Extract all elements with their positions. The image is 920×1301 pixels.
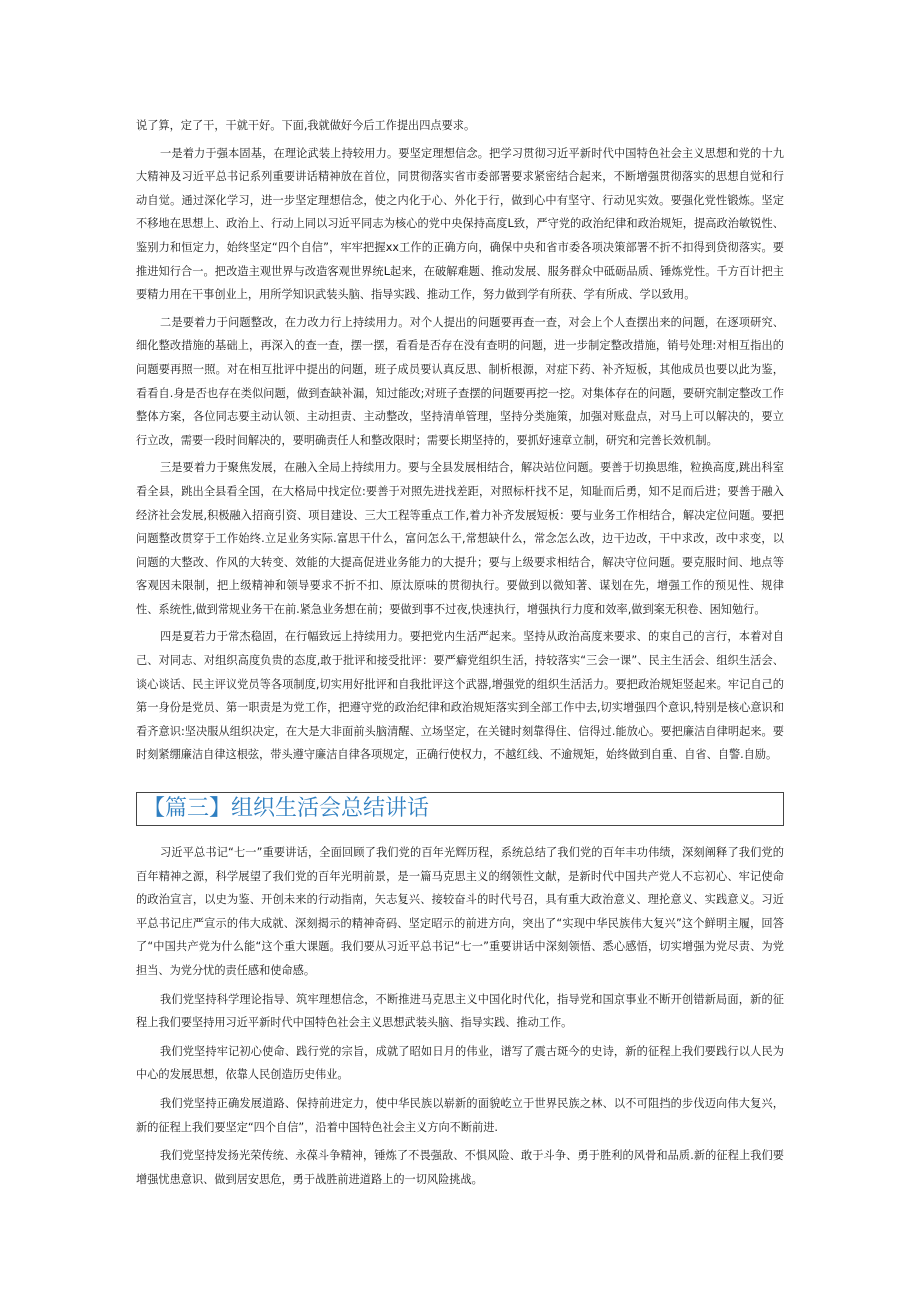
paragraph-development: 三是要着力于聚焦发展，在融入全局上持续用力。要与全县发展相结合，解决站位问题。要善于切换思维，粒换高度,跳出科室看全县，跳出全县看全国，在大格局中找定位:要善于对照先进找差距，对照标杆找不足，知耻而后勇，知不足而后进；要善于融入经济社会发展,积极融入招商引资、项目建设、三大工程等重点工作,着力补齐发展短板：要与业务工作相结合，解决定位问题。要把问题整改贯穿于工作始终.立足业务实际.富思干什么，富问怎么干,常想缺什么，常念怎么改，边干边改，干中求改，改中求变，以问题的大整改、作风的大转变、效能的大提高促进业务能力的大提升；要与上级要求相结合，解决守位问题。要克服时间、地点等客观因未限制，把上级精神和领导要求不折不扣、原汰原味的贯彻执行。要做到以微知著、谋划在先，增强工作的预见性、规律性、系统性,做到常规业务干在前.紧急业务想在前；要做到事不过夜,快速执行，增强执行力度和效率,做到案无积卷、困知勉行。 — [136, 461, 784, 616]
paragraph-mission: 我们党坚持牢记初心使命、践行党的宗旨，成就了昭如日月的伟业，谱写了震古斑今的史诗，新的征程上我们要践行以人民为中心的发展思想，依靠人民创造历史伟业。 — [136, 1044, 784, 1082]
paragraph-discipline: 四是夏若力于常杰稳固，在行幅致远上持续用力。要把党内生活严起来。坚持从政治高度来要求、的束自己的言行，本着对自己、对同志、对组织高度负贵的态度,敢于批评和接受批评：要严癖党组织生活，持较落实“三会一课”、民主生活会、组织生活会、谈心谈话、民主评议党员等各项制度,切实用好批评和自我批评这个武器,增强党的组织生活活力。要把政治规矩竖起来。牢记自己的第一身份是党员、第一职责是为党工作，把遵守党的政治纪律和政治规矩落实到全部工作中去,切实增强四个意识,特别是核心意识和看齐意识:坚决服从组织决定，在大是大非面前头脑清醒、立场坚定，在关键时刻靠得住、信得过.能放心。要把廉洁自律明起来。要时刻紧绷廉洁自律这根弦，带头遵守廉洁自律各项规定，正确行使权力，不越红线、不逾规矩，始终做到自重、自省、自警.自励。 — [136, 630, 784, 762]
section-one-body — [136, 114, 784, 767]
section-two-body — [136, 841, 784, 1191]
paragraph-rectification: 二是要着力于问题整改，在力改力行上持续用力。对个人提出的问题要再查一查，对会上个人查摆出来的问题，在逐项研究、细化整改措施的基础上，再深入的查一查，摆一摆，看看是否存在没有查明的问题，进一步制定整改措施，销号处理:对相互指出的问题要再照一照。对在相互批评中提出的问题，班子成员要认真反思、制析根源，对症下药、补齐短板，其他成员也要以此为鉴，看看自.身是否也存在类似问题，做到查缺补漏，知过能改;对班子查摆的问题要再挖一挖。对集体存在的问题，要研究制定整改工作整体方案，各位同志要主动认领、主动担责、主动整改，坚持清单管理，坚持分类施策，加强对账盘点，对马上可以解决的，要立行立改，需要一段时间解决的，要明确责任人和整改限时；需要长期坚持的，要抓好速章立制，研究和完善长效机制。 — [136, 315, 784, 447]
paragraph-path: 我们党坚持正确发展道路、保持前进定力，使中华民族以崭新的面貌屹立于世界民族之林、以不可阻挡的步伐迈向伟大复兴，新的征程上我们要坚定“四个自信”，沿着中国特色社会主义方向不断前进. — [136, 1096, 784, 1134]
paragraph-struggle: 我们党坚持发扬光荣传统、永葆斗争精神，锤炼了不畏强敌、不惧风险、敢于斗争、勇于胜利的风骨和品质.新的征程上我们要增强忧患意识、做到居安思危，勇于战胜前进道路上的一切风险挑战。 — [136, 1149, 784, 1186]
paragraph-ideology: 一是着力于强本固基，在理论武装上持较用力。要坚定理想信念。把学习贯彻习近平新时代中国特色社会主义思想和党的十九大精神及习近平总书记系列重要讲话精神放在首位，同贯彻落实省市委部署要求紧密结合起来，不断增强贯彻落实的思想自觉和行动自觉。通过深化学习，进一步坚定理想信念，使之内化于心、外化于行，做到心中有坚守、行动见实效。要强化党性锻炼。坚定不移地在思想上、政治上、行动上同以习近平同志为核心的党中央保持高度L致，严守党的政治纪律和政治规矩，提高政治敏锐性、鉴别力和恒定力，始终坚定“四个自信”，牢牢把握xx工作的正确方向，确保中央和省市委各项决策部署不折不扣得到贷彻落实。要推进知行合一。把改造主观世界与改造客观世界统L起来，在破解难题、推动发展、服务群众中砥砺品质、锤炼党性。千方百计把主要精力用在干事创业上，用所学知识武装头脑、指导实践、推动工作，努力做到学有所获、学有所成、学以致用。 — [136, 146, 784, 302]
intro-paragraph: 说了算，定了干，干就干好。下面,我就做好今后工作提出四点要求。 — [136, 119, 476, 132]
paragraph-theory: 我们党坚持科学理论指导、筑牢理想信念，不断推进马克思主义中国化时代化，指导党和国京事业不断开创错新局面，新的征程上我们要坚持用习近平新时代中国特色社会主义思想武装头脑、指导实践、推动工作。 — [136, 992, 784, 1030]
section-heading: 【篇三】组织生活会总结讲话 — [136, 792, 784, 826]
paragraph-speech-summary: 习近平总书记“七一”重要讲话，全面回顾了我们党的百年光辉历程，系统总结了我们党的百年丰功伟绩，深刻阐释了我们党的百年精神之源，科学展望了我们党的百年光明前景，是一篇马克思主义的纲领性文献，是新时代中国共产党人不忘初心、牢记使命的政治宣言，以史为鉴、开创未来的行动指南，矢志复兴、接较奋斗的时代号召，具有重大政治意义、理抡意义、实践意义。习近平总书记庄严宣示的伟大成就、深刻揭示的精神奇码、坚定昭示的前进方向，突出了“实现中华民族伟大复兴”这个鲜明主履，回答了“中国共产党为什么能“这个重大课题。我们要从习近平总书记“七一”重要讲话中深刻领悟、悉心感悟，切实增强为党尽责、为党担当、为党分忧的责任感和使命感。 — [136, 846, 784, 977]
